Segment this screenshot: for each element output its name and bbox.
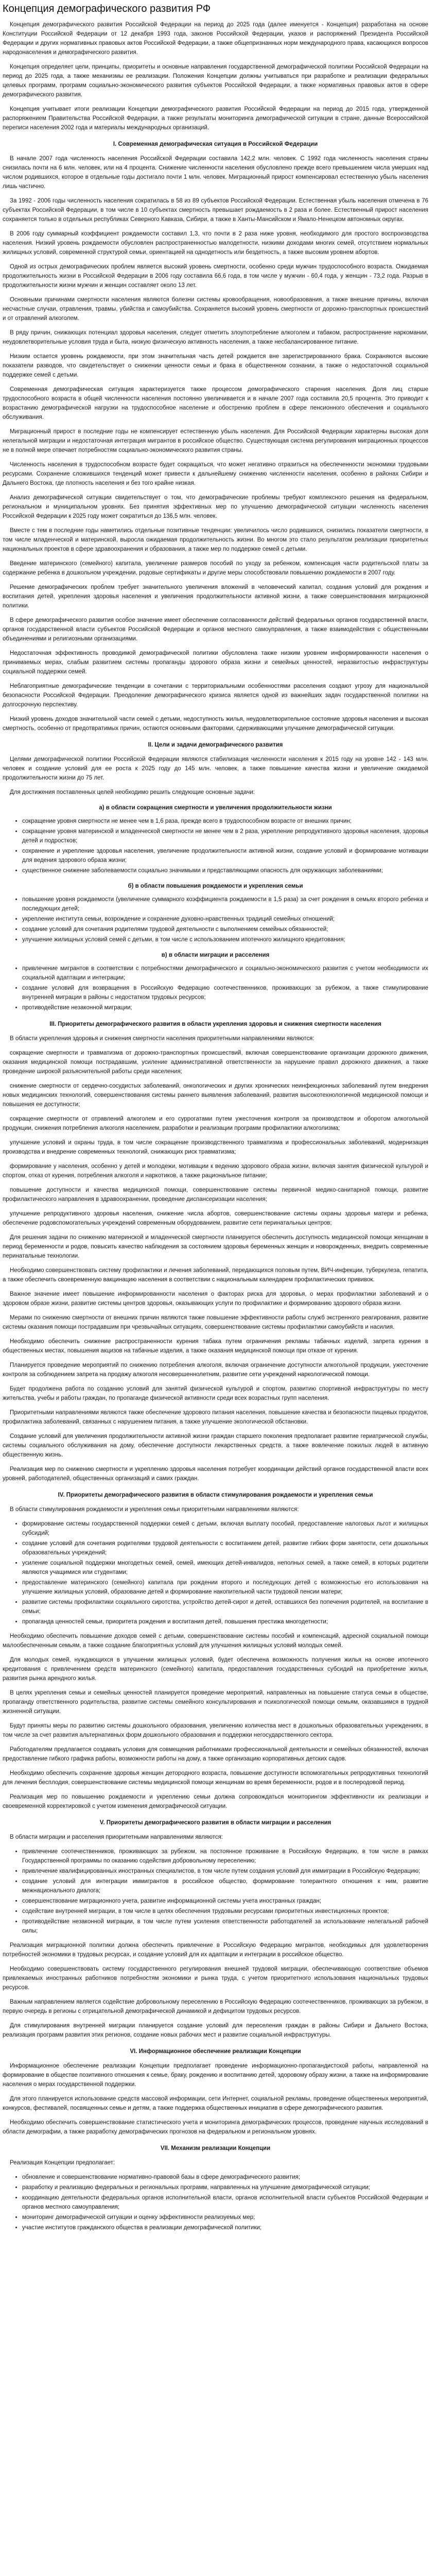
list-item: • разработку и реализацию федеральных и региональных программ, направленных на улучшение демографической ситуации; [22, 2183, 428, 2192]
paragraph: Современная демографическая ситуация характеризуется также процессом демографического старения населения. Доля лиц старше трудоспособного возраста в общей численности населения постоянно увеличивается и в начале 2007 года составила 20,5 процента. Это приводит к возрастанию демографической нагрузки на трудоспособное население и обострению проблем в сфере пенсионного обеспечения и социального обслуживания. [3, 386, 428, 420]
paragraph: формирование у населения, особенно у детей и молодежи, мотивации к ведению здорового образа жизни, включая занятия физической культурой и спортом, отказ от курения, потребления алкоголя и наркотиков, а также рациональное питание; [3, 1163, 428, 1179]
list-item: • существенное снижение заболеваемости социально значимыми и представляющими опасность для окружающих заболеваниями; [22, 866, 428, 875]
paragraph: Для этого планируется использование средств массовой информации, сети Интернет, социальной рекламы, проведение общественных мероприятий, конкурсов, фестивалей, посвященных семье и детям, а также поддержка общественных инициатив в сфере демографического развития. [3, 2096, 428, 2111]
paragraph: улучшение репродуктивного здоровья населения, снижение числа абортов, совершенствование системы охраны здоровья матери и ребенка, обеспечение родовспомогательных учреждений современным оборудованием, развитие сети перинатальных центров; [3, 1211, 428, 1226]
list-item: • противодействие незаконной миграции; [22, 1003, 428, 1012]
paragraph: Низким остается уровень рождаемости, при этом значительная часть детей рождается вне зарегистрированного брака. Сохраняются высокие показатели разводов, что свидетельствует о снижении ценности семьи и брака в общественном сознании, а также о недостаточной социальной поддержке семей с детьми. [3, 353, 428, 378]
paragraph: В ряду причин, снижающих потенциал здоровья населения, следует отметить злоупотребление алкоголем и табаком, распространение наркомании, неудовлетворительные условия труда и быта, низкую физическую активность населения, а также несбалансированное питание. [3, 330, 428, 345]
paragraph: Мерами по снижению смертности от внешних причин являются также повышение эффективности работы служб экстренного реагирования, развитие системы оказания помощи пострадавшим при чрезвычайных ситуациях, совершенствование системы профилактики самоубийств и насилия. [3, 1315, 428, 1330]
list-item: • пропаганда ценностей семьи, приоритета рождения и воспитания детей, повышения престижа многодетности; [22, 1617, 428, 1626]
section-heading: IV. Приоритеты демографического развития в области стимулирования рождаемости и укрепления семьи [58, 1492, 373, 1498]
paragraph: Необходимо обеспечить повышение доходов семей с детьми, совершенствование системы пособий и компенсаций, адресной социальной помощи малообеспеченным семьям, а также создание благоприятных условий для улучшения жилищных условий молодых семей. [3, 1633, 428, 1649]
paragraph: Информационное обеспечение реализации Концепции предполагает проведение информационно-пропагандистской работы, направленной на формирование в обществе позитивного отношения к семье, браку, рождению и воспитанию детей, здоровому образу жизни, а также на информирование населения о мерах государственной поддержки. [3, 2063, 428, 2088]
bullet-list [3, 895, 428, 944]
list-item: • создание условий для интеграции иммигрантов в российское общество, формирование толерантного отношения к ним, развитие межнационального диалога; [22, 1877, 428, 1895]
section-heading: III. Приоритеты демографического развития в области укрепления здоровья и снижения смертности населения [49, 1021, 381, 1027]
paragraph: В 2006 году суммарный коэффициент рождаемости составил 1,3, что почти в 2 раза ниже уровня, необходимого для простого воспроизводства населения. Низкий уровень рождаемости обусловлен распространенностью малодетности, низкими доходами многих семей, отсутствием нормальных жилищных условий, современной структурой семьи, ориентацией на однодетность или бездетность, а также высоким уровнем абортов. [3, 231, 428, 256]
paragraph: сокращение смертности и травматизма от дорожно-транспортных происшествий, включая совершенствование организации дорожного движения, оказания медицинской помощи пострадавшим, усиление административной ответственности за нарушение правил дорожного движения, а также проведение широкой разъяснительной работы среди населения; [3, 1050, 428, 1075]
paragraph: В области укрепления здоровья и снижения смертности населения приоритетными направлениями являются: [10, 1036, 315, 1042]
paragraph: Планируется проведение мероприятий по снижению потребления алкоголя, включая ограничение доступности алкогольной продукции, ужесточение контроля за соблюдением запрета на продажу алкоголя несовершеннолетним, развитие сети учреждений наркологической помощи. [3, 1362, 428, 1378]
subsection-heading: б) в области повышения рождаемости и укрепления семьи [128, 883, 303, 889]
list-item: • улучшение жилищных условий семей с детьми, в том числе с использованием ипотечного жилищного кредитования; [22, 935, 428, 944]
paragraph: Реализация мер по повышению рождаемости и укреплению семьи должна сопровождаться мониторингом эффективности их реализации и своевременной корректировкой с учетом изменения демографической ситуации. [3, 1794, 428, 1809]
list-item: • координацию деятельности федеральных органов исполнительной власти, органов исполнительной власти субъектов Российской Федерации и органов местного самоуправления; [22, 2193, 428, 2212]
list-item: • сохранение и укрепление здоровья населения, увеличение продолжительности активной жизни, создание условий и формирование мотивации для ведения здорового образа жизни; [22, 846, 428, 865]
list-item: • формирование системы государственной поддержки семей с детьми, включая выплату пособий, предоставление налоговых льгот и жилищных субсидий; [22, 1519, 428, 1538]
paragraph: Приоритетными направлениями являются также обеспечение здорового питания населения, повышение качества и безопасности пищевых продуктов, профилактика заболеваний, связанных с нарушением питания, а также улучшение экологической обстановки. [3, 1410, 428, 1425]
paragraph: улучшение условий и охраны труда, в том числе сокращение производственного травматизма и профессиональных заболеваний, модернизация производства и внедрение современных технологий, снижающих риск травматизма; [3, 1140, 428, 1155]
list-item: • создание условий для сочетания родителями трудовой деятельности с выполнением семейных обязанностей; [22, 925, 428, 934]
paragraph: Вместе с тем в последние годы наметились отдельные позитивные тенденции: увеличилось число родившихся, снизились показатели смертности, в том числе младенческой и материнской, выросла ожидаемая продолжительность жизни. Во многом это стало результатом реализации приоритетных национальных проектов в сфере здравоохранения и образования, а также мер по поддержке семей с детьми. [3, 528, 428, 552]
paragraph: За 1992 - 2006 годы численность населения сократилась в 58 из 89 субъектов Российской Федерации. Естественная убыль населения отмечена в 76 субъектах Российской Федерации, в том числе в 10 субъектах смертность превышает рождаемость в 2 раза и более. Естественный прирост населения сохраняется только в отдельных республиках Северного Кавказа, Сибири, а также в Ханты-Мансийском и Ямало-Ненецком автономных округах. [3, 198, 428, 223]
paragraph: Необходимо обеспечить снижение распространенности курения табака путем ограничения рекламы табачных изделий, запрета курения в общественных местах, повышения акцизов на табачные изделия, а также оказания медицинской помощи при отказе от курения. [3, 1338, 428, 1354]
list-item: • участие институтов гражданского общества в реализации демографической политики; [22, 2223, 428, 2232]
list-item: • привлечение соотечественников, проживающих за рубежом, на постоянное проживание в Российскую Федерацию, в том числе в рамках Государственной программы по оказанию содействия добровольному переселению; [22, 1847, 428, 1866]
paragraph: Будет продолжена работа по созданию условий для занятий физической культурой и спортом, развитию спортивной инфраструктуры по месту жительства, учебы и работы граждан, по пропаганде физической активности среди всех возрастных групп населения. [3, 1386, 428, 1401]
paragraph: Анализ демографической ситуации свидетельствует о том, что демографические проблемы требуют комплексного решения на федеральном, региональном и муниципальном уровнях. Без принятия эффективных мер по улучшению демографической ситуации численность населения Российской Федерации к 2025 году может сократиться до 136,5 млн. человек. [3, 495, 428, 519]
paragraph: Важное значение имеет повышение информированности населения о факторах риска для здоровья, о мерах профилактики заболеваний и о здоровом образе жизни, развитие системы центров здоровья, оказывающих услуги по профилактике и формированию здорового образа жизни. [3, 1291, 428, 1307]
paragraph: Важным направлением является содействие добровольному переселению в Российскую Федерацию соотечественников, проживающих за рубежом, в первую очередь в регионы с отрицательной демографической динамикой и дефицитом трудовых ресурсов. [3, 1999, 428, 2014]
paragraph: Основными причинами смертности населения являются болезни системы кровообращения, новообразования, а также внешние причины, включая несчастные случаи, отравления, травмы, убийства и самоубийства. Сохраняется высокий уровень смертности от дорожно-транспортных происшествий и от отравлений алкоголем. [3, 297, 428, 321]
list-item: • сокращение уровня смертности не менее чем в 1,6 раза, прежде всего в трудоспособном возрасте от внешних причин; [22, 817, 428, 826]
paragraph: снижение смертности от сердечно-сосудистых заболеваний, онкологических и других хронических неинфекционных заболеваний путем внедрения новых медицинских технологий, совершенствования системы раннего выявления заболеваний, развития высокотехнологичной медицинской помощи и повышения ее доступности; [3, 1083, 428, 1108]
list-item: • содействие внутренней миграции, в том числе в целях обеспечения трудовыми ресурсами приоритетных инвестиционных проектов; [22, 1907, 428, 1916]
list-item: • привлечение мигрантов в соответствии с потребностями демографического и социально-экономического развития с учетом необходимости их социальной адаптации и интеграции; [22, 964, 428, 982]
list-item: • повышение уровня рождаемости (увеличение суммарного коэффициента рождаемости в 1,5 раза) за счет рождения в семьях второго ребенка и последующих детей; [22, 895, 428, 913]
page-title: Концепция демографического развития РФ [3, 3, 211, 14]
paragraph: Для стимулирования внутренней миграции планируется создание условий для переселения граждан в районы Сибири и Дальнего Востока, реализация программ развития этих регионов, создание новых рабочих мест и развитие социальной инфраструктуры. [3, 2023, 428, 2038]
list-item: • сокращение уровня материнской и младенческой смертности не менее чем в 2 раза, укрепление репродуктивного здоровья населения, здоровья детей и подростков; [22, 827, 428, 845]
paragraph: Численность населения в трудоспособном возрасте будет сокращаться, что может негативно отразиться на обеспеченности экономики трудовыми ресурсами. Сохранение сложившихся тенденций может привести к дальнейшему снижению численности населения, особенно в районах Сибири и Дальнего Востока, где плотность населения и без того крайне низкая. [3, 462, 428, 486]
paragraph: Решение демографических проблем требует значительного увеличения вложений в человеческий капитал, создания условий для рождения и воспитания детей, укрепления здоровья населения и увеличения продолжительности активной жизни, а также совершенствования миграционной политики. [3, 584, 428, 609]
list-item: • привлечение квалифицированных иностранных специалистов, в том числе путем создания условий для иммиграции в Российскую Федерацию; [22, 1867, 428, 1876]
section-heading: I. Современная демографическая ситуация в Российской Федерации [113, 141, 318, 147]
paragraph: Для молодых семей, нуждающихся в улучшении жилищных условий, будет обеспечена возможность получения жилья на основе ипотечного кредитования с привлечением средств материнского (семейного) капитала, предоставления государственных субсидий на приобретение жилья, развития рынка арендного жилья. [3, 1657, 428, 1682]
paragraph: Миграционный прирост в последние годы не компенсирует естественную убыль населения. Для Российской Федерации характерны высокая доля нелегальной миграции и недостаточная интеграция мигрантов в российское общество. Существующая система регулирования миграционных процессов не в полной мере отвечает потребностям социально-экономического развития страны. [3, 429, 428, 453]
list-item: • предоставление материнского (семейного) капитала при рождении второго и последующих детей с возможностью его использования на улучшение жилищных условий, образование детей и формирование накопительной части трудовой пенсии матери; [22, 1578, 428, 1597]
paragraph: Необходимо обеспечить сохранение здоровья женщин детородного возраста, повышение доступности вспомогательных репродуктивных технологий для лечения бесплодия, совершенствование системы медицинской помощи женщинам во время беременности, родов и в послеродовой период. [3, 1770, 428, 1786]
section-heading: II. Цели и задачи демографического развития [148, 742, 283, 748]
paragraph: Будут приняты меры по развитию системы дошкольного образования, увеличению количества мест в дошкольных образовательных учреждениях, в том числе за счет развития альтернативных форм дошкольного образования и поддержки негосударственного сектора. [3, 1723, 428, 1738]
document-body [3, 20, 428, 2232]
paragraph: повышение доступности и качества медицинской помощи, совершенствование системы первичной медико-санитарной помощи, развитие профилактического направления в здравоохранении, проведение диспансеризации населения; [3, 1187, 428, 1202]
paragraph: Концепция учитывает итоги реализации Концепции демографического развития Российской Федерации на период до 2015 года, утвержденной распоряжением Правительства Российской Федерации, а также результаты мониторинга демографической ситуации в стране, данные Всероссийской переписи населения 2002 года и материалы международных организаций. [3, 106, 428, 131]
bullet-list [3, 964, 428, 1012]
paragraph: Необходимо совершенствовать систему профилактики и лечения заболеваний, передающихся половым путем, ВИЧ-инфекции, туберкулеза, гепатита, а также обеспечить своевременную вакцинацию населения в соответствии с национальным календарем профилактических прививок. [3, 1267, 428, 1283]
list-item: • создание условий для сочетания родителями трудовой деятельности с воспитанием детей, развитие гибких форм занятости, сети дошкольных образовательных учреждений; [22, 1539, 428, 1557]
list-item: • мониторинг демографической ситуации и оценку эффективности реализуемых мер; [22, 2213, 428, 2222]
paragraph: Недостаточная эффективность проводимой демографической политики обусловлена также низким уровнем информированности населения о принимаемых мерах, слабым развитием системы пропаганды здорового образа жизни и семейных ценностей, неразвитостью инфраструктуры социальной поддержки семей. [3, 650, 428, 675]
paragraph: Создание условий для увеличения продолжительности активной жизни граждан старшего поколения предполагает развитие гериатрической службы, системы социального обслуживания на дому, обеспечение доступности лекарственных средств, а также вовлечение пожилых людей в активную общественную жизнь. [3, 1433, 428, 1458]
paragraph: Работодателям предлагается создавать условия для совмещения работниками профессиональной деятельности и семейных обязанностей, включая предоставление гибкого графика работы, возможности работы на дому, а также организацию корпоративных детских садов. [3, 1747, 428, 1762]
subsection-heading: в) в области миграции и расселения [161, 952, 270, 958]
paragraph: Одной из острых демографических проблем является высокий уровень смертности, особенно среди мужчин трудоспособного возраста. Ожидаемая продолжительность жизни в Российской Федерации в 2006 году составила 66,6 года, в том числе у мужчин - 60,4 года, у женщин - 73,2 года. Разрыв в продолжительности жизни мужчин и женщин составляет около 13 лет. [3, 264, 428, 289]
section-heading: V. Приоритеты демографического развития в области миграции и расселения [99, 1820, 332, 1826]
bullet-list [3, 1519, 428, 1626]
list-item: • совершенствование миграционного учета, развитие информационной системы учета иностранных граждан; [22, 1896, 428, 1906]
paragraph: сокращение смертности от отравлений алкоголем и его суррогатами путем ужесточения контроля за производством и оборотом алкогольной продукции, снижения потребления алкоголя населением, разработки и реализации программ профилактики алкоголизма; [3, 1116, 428, 1131]
list-item: • создание условий для возвращения в Российскую Федерацию соотечественников, проживающих за рубежом, а также стимулирование внутренней миграции в районы с недостатком трудовых ресурсов; [22, 984, 428, 1002]
bullet-list [3, 1847, 428, 1936]
paragraph: В области миграции и расселения приоритетными направлениями являются: [10, 1834, 223, 1840]
paragraph: В целях укрепления семьи и семейных ценностей планируется проведение мероприятий, направленных на повышение статуса семьи в обществе, пропаганду ответственного родительства, развитие системы семейного консультирования и психологической помощи семьям, оказавшимся в трудной жизненной ситуации. [3, 1690, 428, 1715]
paragraph: Необходимо совершенствовать систему государственного регулирования внешней трудовой миграции, обеспечивающую соответствие объемов привлекаемых иностранных работников потребностям экономики и рынка труда, с учетом приоритетного использования национальных трудовых ресурсов. [3, 1966, 428, 1991]
paragraph: Реализация мер по снижению смертности и укреплению здоровья населения потребует координации действий органов государственной власти всех уровней, работодателей, общественных организаций и самих граждан. [3, 1466, 428, 1482]
subsection-heading: а) в области сокращения смертности и увеличения продолжительности жизни [99, 805, 332, 811]
paragraph: В начале 2007 года численность населения Российской Федерации составила 142,2 млн. человек. С 1992 года численность населения страны снизилась почти на 6 млн. человек, или на 4 процента. Снижение численности населения обусловлено прежде всего превышением числа умерших над числом родившихся, которое в отдельные годы достигало почти 1 млн. человек. Миграционный прирост компенсировал естественную убыль населения лишь частично. [3, 156, 428, 190]
paragraph: Целями демографической политики Российской Федерации являются стабилизация численности населения к 2015 году на уровне 142 - 143 млн. человек и создание условий для ее роста к 2025 году до 145 млн. человек, а также повышение качества жизни и увеличение ожидаемой продолжительности жизни до 75 лет. [3, 756, 428, 781]
section-heading: VII. Механизм реализации Концепции [160, 2145, 271, 2151]
paragraph: Реализация миграционной политики должна обеспечить привлечение в Российскую Федерацию мигрантов, необходимых для удовлетворения потребностей экономики в трудовых ресурсах, и создание условий для их адаптации и интеграции в российское общество. [3, 1942, 428, 1958]
list-item: • развитие системы профилактики социального сиротства, устройство детей-сирот и детей, оставшихся без попечения родителей, на воспитание в семьи; [22, 1598, 428, 1616]
paragraph: В области стимулирования рождаемости и укрепления семьи приоритетными направлениями являются: [10, 1506, 299, 1513]
paragraph: Низкий уровень доходов значительной части семей с детьми, недоступность жилья, неудовлетворительное состояние здоровья населения и высокая смертность, особенно от предотвратимых причин, остаются основными факторами, сдерживающими улучшение демографической ситуации. [3, 716, 428, 732]
paragraph: Для решения задачи по снижению материнской и младенческой смертности планируется обеспечить доступность медицинской помощи женщинам в период беременности и родов, повысить качество наблюдения за состоянием здоровья беременных женщин и новорожденных, внедрить современные перинатальные технологии. [3, 1234, 428, 1259]
paragraph: Введение материнского (семейного) капитала, увеличение размеров пособий по уходу за ребенком, компенсация части родительской платы за содержание ребенка в дошкольном учреждении, родовые сертификаты и другие меры способствовали повышению рождаемости в 2007 году. [3, 561, 428, 576]
bullet-list [3, 2173, 428, 2232]
list-item: • укрепление института семьи, возрождение и сохранение духовно-нравственных традиций семейных отношений; [22, 914, 428, 924]
paragraph: Для достижения поставленных целей необходимо решить следующие основные задачи: [10, 789, 255, 795]
list-item: • противодействие незаконной миграции, в том числе путем усиления ответственности работодателей за использование нелегальной рабочей силы; [22, 1917, 428, 1936]
list-item: • усиление социальной поддержки многодетных семей, семей, имеющих детей-инвалидов, неполных семей, а также семей, в которых родители являются учащимися или студентами; [22, 1558, 428, 1577]
paragraph: Концепция определяет цели, принципы, приоритеты и основные направления государственной демографической политики Российской Федерации на период до 2025 года, а также механизмы ее реализации. Положения Концепции должны учитываться при разработке и реализации федеральных целевых программ, программ социально-экономического развития субъектов Российской Федерации, а также нормативных правовых актов в сфере демографического развития. [3, 64, 428, 98]
paragraph: Неблагоприятные демографические тенденции в сочетании с территориальными особенностями расселения создают угрозу для национальной безопасности Российской Федерации. Преодоление демографического кризиса является одной из важнейших задач государственной политики на долгосрочную перспективу. [3, 683, 428, 708]
paragraph: Концепция демографического развития Российской Федерации на период до 2025 года (далее именуется - Концепция) разработана на основе Конституции Российской Федерации от 12 декабря 1993 года, законов Российской Федерации, указов и распоряжений Президента Российской Федерации и других нормативных правовых актов Российской Федерации, а также общепризнанных норм международного права, касающихся вопросов народонаселения и демографического развития. [3, 22, 428, 56]
list-item: • обновление и совершенствование нормативно-правовой базы в сфере демографического развития; [22, 2173, 428, 2182]
paragraph: В сфере демографического развития особое значение имеет обеспечение согласованности действий федеральных органов государственной власти, органов государственной власти субъектов Российской Федерации и органов местного самоуправления, а также взаимодействия с общественными объединениями и религиозными организациями. [3, 617, 428, 642]
bullet-list [3, 817, 428, 875]
paragraph: Необходимо обеспечить совершенствование статистического учета и мониторинга демографических процессов, проведение научных исследований в области демографии, а также разработку демографических прогнозов на федеральном и региональном уровнях. [3, 2120, 428, 2135]
section-heading: VI. Информационное обеспечение реализации Концепции [130, 2048, 301, 2055]
paragraph: Реализация Концепции предполагает: [10, 2160, 115, 2166]
